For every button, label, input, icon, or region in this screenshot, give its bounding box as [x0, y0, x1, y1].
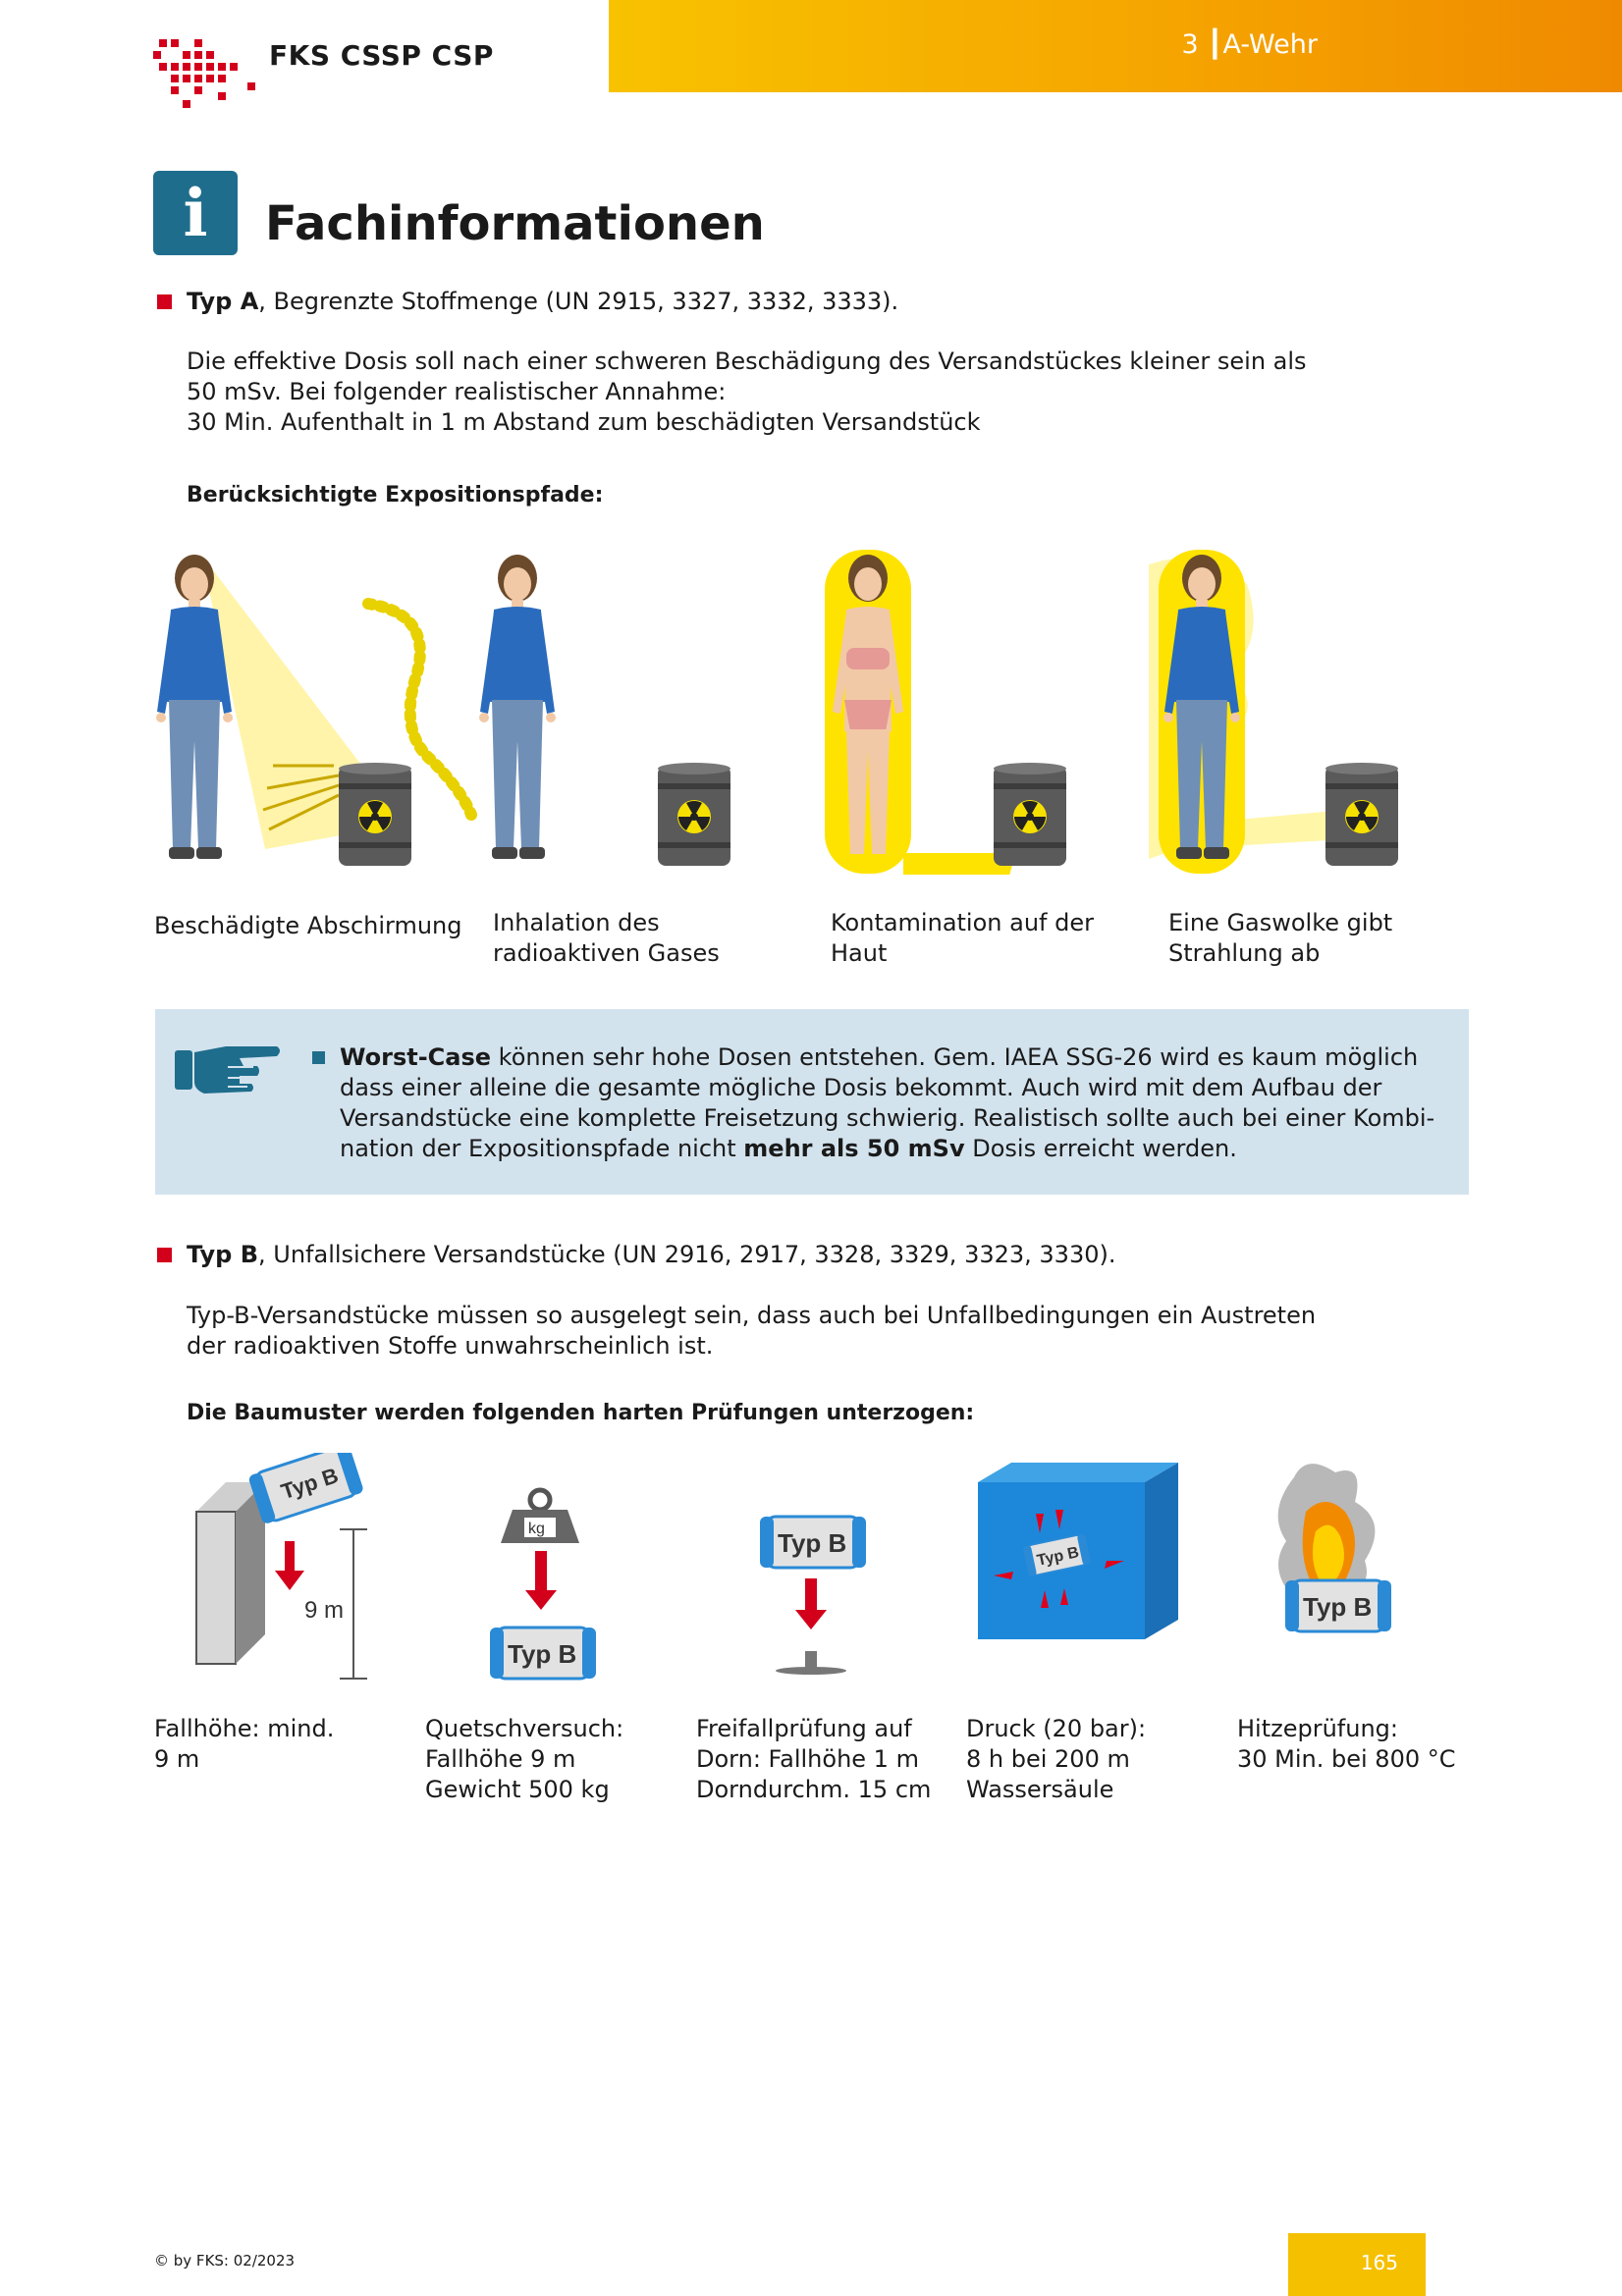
typ-b-para-2: der radioaktiven Stoffe unwahrscheinlich ist.: [187, 1332, 714, 1360]
callout-line-2: dass einer alleine die gesamte mögliche Dosis bekommt. Auch wird mit dem Aufbau der: [340, 1074, 1382, 1101]
caption-inhalation-2: radioaktiven Gases: [493, 939, 720, 967]
pkg-label-4: Typ B: [1035, 1544, 1081, 1570]
typ-a-subhead: Berücksichtigte Expositionspfade:: [187, 483, 604, 507]
test-illustrations: [147, 1453, 1424, 1698]
caption-freifall-2: Dorn: Fallhöhe 1 m: [696, 1745, 919, 1773]
weight-label: kg: [528, 1521, 545, 1537]
caption-druck-3: Wassersäule: [966, 1776, 1114, 1803]
fks-logo: [153, 33, 263, 114]
caption-kontamination-1: Kontamination auf der: [831, 909, 1094, 936]
callout-line-3: Versandstücke eine komplette Freisetzung schwierig. Realistisch sollte auch bei einer Kombi-: [340, 1104, 1435, 1132]
caption-inhalation-1: Inhalation des: [493, 909, 660, 936]
info-icon: i: [153, 171, 238, 255]
typ-a-description: , Begrenzte Stoffmenge (UN 2915, 3327, 3332, 3333).: [258, 288, 899, 315]
caption-gaswolke-1: Eine Gaswolke gibt: [1168, 909, 1393, 936]
caption-quetsch-3: Gewicht 500 kg: [425, 1776, 610, 1803]
caption-freifall-3: Dorndurchm. 15 cm: [696, 1776, 932, 1803]
drop-height-label: 9 m: [304, 1597, 345, 1624]
typ-b-heading: [187, 1240, 1115, 1270]
caption-fall-2: 9 m: [154, 1745, 200, 1773]
caption-druck-2: 8 h bei 200 m: [966, 1745, 1130, 1773]
caption-hitze-1: Hitzeprüfung:: [1237, 1715, 1398, 1742]
typ-b-para-1: Typ-B-Versandstücke müssen so ausgelegt sein, dass auch bei Unfallbedingungen ein Austreten: [187, 1302, 1317, 1329]
typ-b-description: , Unfallsichere Versandstücke (UN 2916, 2917, 3328, 3329, 3323, 3330).: [258, 1241, 1116, 1268]
header-band: [609, 0, 1622, 92]
brand-name: FKS CSSP CSP: [269, 39, 494, 72]
exposure-illustrations: [147, 545, 1424, 883]
pkg-label-1: Typ B: [278, 1463, 342, 1505]
typ-a-para-1: Die effektive Dosis soll nach einer schweren Beschädigung des Versandstückes kleiner sein als: [187, 347, 1307, 375]
pkg-label-2: Typ B: [508, 1639, 577, 1669]
caption-hitze-2: 30 Min. bei 800 °C: [1237, 1745, 1456, 1773]
pkg-label-3: Typ B: [778, 1528, 847, 1558]
caption-druck-1: Druck (20 bar):: [966, 1715, 1147, 1742]
caption-kontamination-2: Haut: [831, 939, 888, 967]
page-number: 165: [1360, 2251, 1398, 2274]
caption-fall-1: Fallhöhe: mind.: [154, 1715, 335, 1742]
callout-line-4: nation der Expositionspfade nicht mehr als 50 mSv Dosis erreicht werden.: [340, 1135, 1237, 1162]
callout-line-1: Worst-Case können sehr hohe Dosen entstehen. Gem. IAEA SSG-26 wird es kaum möglich: [340, 1043, 1419, 1071]
page-title: Fachinformationen: [265, 196, 765, 251]
bullet-typ-b: [157, 1248, 172, 1262]
typ-a-para-3: 30 Min. Aufenthalt in 1 m Abstand zum beschädigten Versandstück: [187, 408, 981, 436]
typ-a-para-2: 50 mSv. Bei folgender realistischer Annahme:: [187, 378, 727, 405]
caption-abschirmung: Beschädigte Abschirmung: [154, 912, 462, 939]
typ-b-subhead: Die Baumuster werden folgenden harten Prüfungen unterzogen:: [187, 1401, 975, 1425]
caption-gaswolke-2: Strahlung ab: [1168, 939, 1321, 967]
caption-quetsch-2: Fallhöhe 9 m: [425, 1745, 576, 1773]
pointing-hand-icon: [175, 1041, 283, 1097]
typ-b-label: Typ B: [187, 1241, 258, 1268]
callout-emphasis: mehr als 50 mSv: [743, 1135, 965, 1162]
caption-freifall-1: Freifallprüfung auf: [696, 1715, 912, 1742]
pkg-label-5: Typ B: [1303, 1592, 1373, 1622]
typ-a-label: Typ A: [187, 288, 259, 315]
caption-quetsch-1: Quetschversuch:: [425, 1715, 624, 1742]
callout-bullet: [312, 1051, 325, 1064]
copyright: © by FKS: 02/2023: [154, 2252, 296, 2269]
page-number-box: [1288, 2233, 1426, 2296]
chapter-label: 3 ┃A-Wehr: [1181, 29, 1318, 60]
typ-a-heading: [187, 287, 898, 317]
callout-lead: Worst-Case: [340, 1043, 492, 1071]
bullet-typ-a: [157, 294, 172, 309]
